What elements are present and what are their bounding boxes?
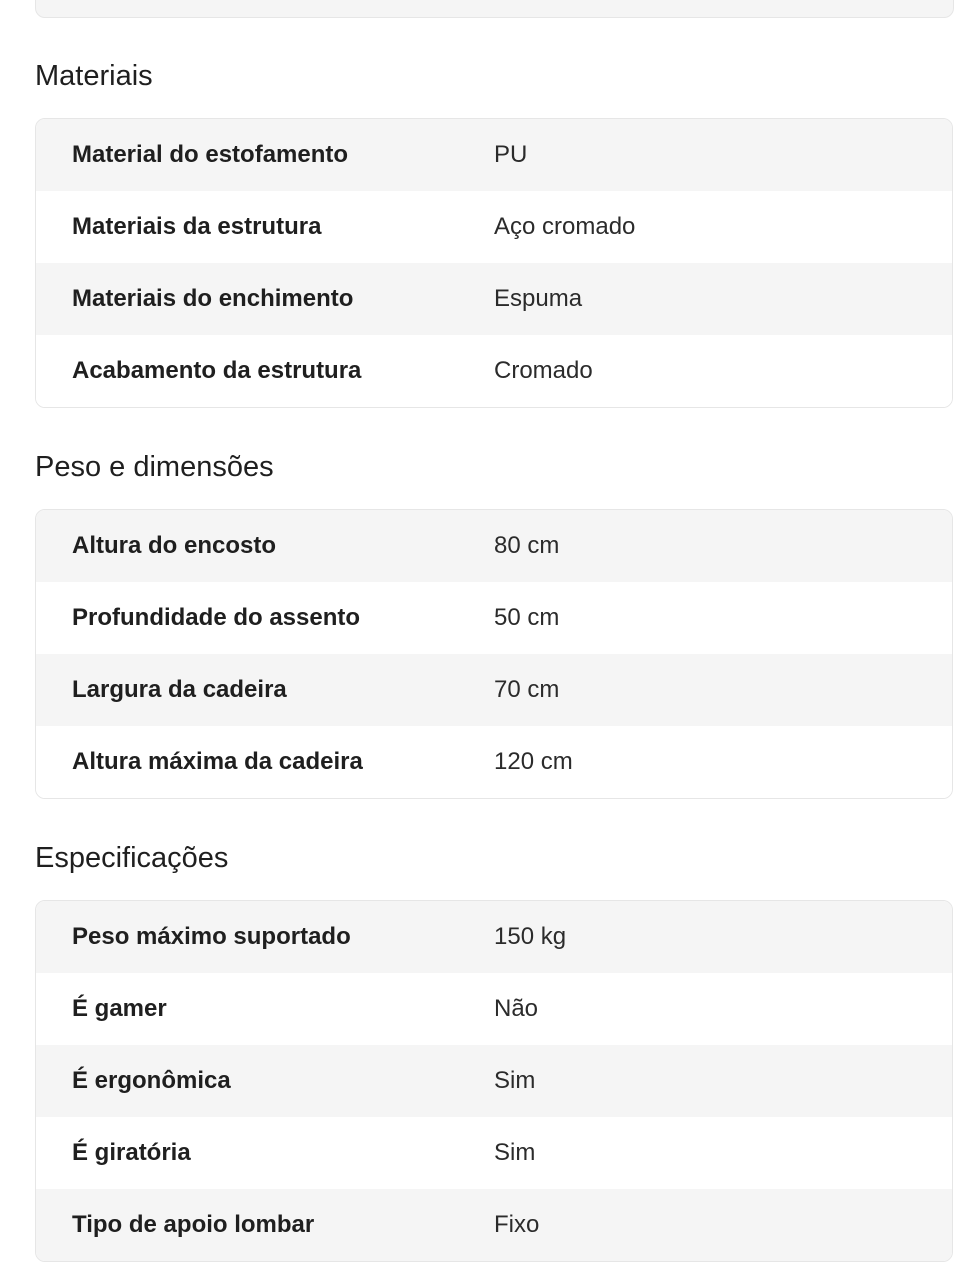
row-label: É gamer	[72, 995, 167, 1022]
row-value: Fixo	[494, 1211, 540, 1238]
table-row	[36, 263, 952, 335]
row-value: Não	[494, 995, 539, 1022]
row-value: Aço cromado	[494, 213, 636, 240]
table-row	[36, 1117, 952, 1189]
row-label: Altura do encosto	[72, 532, 277, 559]
table-row	[36, 973, 952, 1045]
row-value: PU	[494, 141, 528, 168]
row-label: Profundidade do assento	[72, 604, 361, 631]
table-row	[36, 582, 952, 654]
row-label: Tipo de apoio lombar	[72, 1211, 315, 1238]
row-value: Sim	[494, 1067, 536, 1094]
table-row	[36, 191, 952, 263]
table-row	[36, 1045, 952, 1117]
row-value: 120 cm	[494, 748, 573, 775]
section-title: Peso e dimensões	[35, 451, 274, 483]
row-label: É ergonômica	[72, 1067, 231, 1094]
section-title: Especificações	[35, 842, 229, 874]
spec-table-materiais	[35, 118, 953, 408]
row-value: Sim	[494, 1139, 536, 1166]
row-label: Acabamento da estrutura	[72, 357, 362, 384]
row-value: Cromado	[494, 357, 593, 384]
row-label: É giratória	[72, 1139, 191, 1166]
spec-table-peso-dimensoes	[35, 509, 953, 799]
row-value: 150 kg	[494, 923, 567, 950]
row-label: Altura máxima da cadeira	[72, 748, 363, 775]
row-label: Materiais da estrutura	[72, 213, 322, 240]
section-title: Materiais	[35, 60, 153, 92]
row-label: Peso máximo suportado	[72, 923, 351, 950]
row-value: 80 cm	[494, 532, 560, 559]
table-row	[36, 510, 952, 582]
spec-table-especificacoes	[35, 900, 953, 1262]
row-value: Espuma	[494, 285, 583, 312]
row-value: 70 cm	[494, 676, 560, 703]
table-row	[36, 726, 952, 798]
table-row	[36, 901, 952, 973]
row-value: 50 cm	[494, 604, 560, 631]
row-label: Materiais do enchimento	[72, 285, 354, 312]
table-row	[36, 335, 952, 407]
previous-spec-table-bottom	[35, 0, 954, 18]
row-label: Material do estofamento	[72, 141, 349, 168]
table-row	[36, 119, 952, 191]
table-row	[36, 1189, 952, 1261]
row-label: Largura da cadeira	[72, 676, 287, 703]
table-row	[36, 654, 952, 726]
